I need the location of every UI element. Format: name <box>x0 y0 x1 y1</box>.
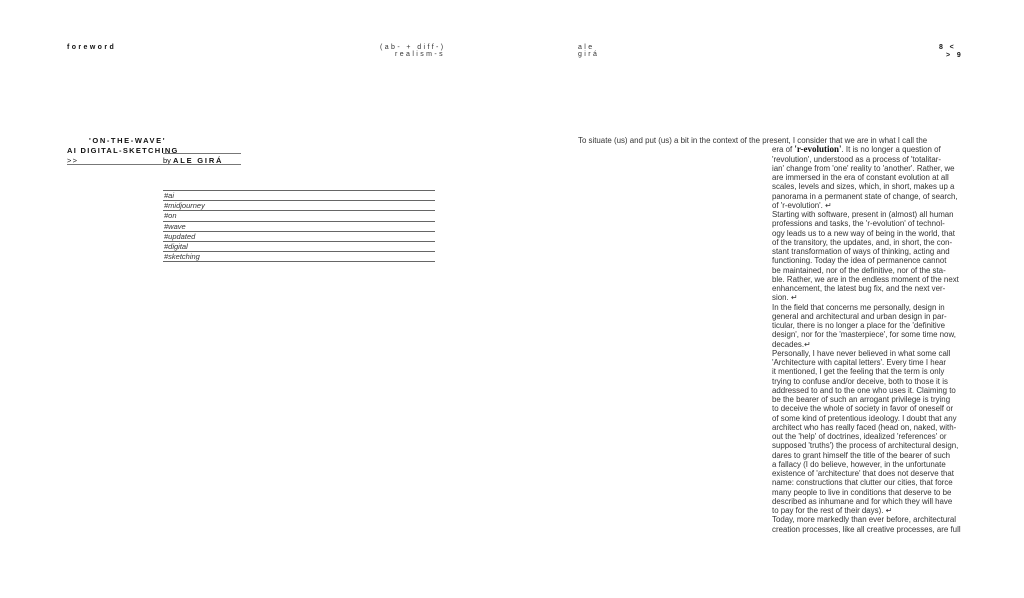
text-line: enhancement, the latest bug fix, and the next ver- <box>772 284 946 293</box>
text-line: be the bearer of such an arrogant privilege is trying <box>772 395 951 404</box>
arrow-marker: >> <box>67 156 79 165</box>
text-line: to deceive the whole of society in favor of oneself or <box>772 404 954 414</box>
byline-author: ALE GIRÁ <box>173 156 224 165</box>
text-line: supposed 'truths') the process of architectural design, <box>772 441 959 451</box>
text-line: described as inhumane and for which they will have <box>772 496 953 506</box>
author-line-1: ale <box>578 44 595 51</box>
text-line: ticular, there is no longer a place for the 'definitive <box>772 321 946 330</box>
article-subtitle: AI DIGITAL-SKETCHING <box>67 146 179 155</box>
text-line: stant transformation of ways of thinking, acting and <box>772 247 950 256</box>
page-number-left: 8 < <box>939 44 957 51</box>
text-line: addressed to and to the one who uses it. Claiming to <box>772 385 956 395</box>
text-line: it mentioned, I get the feeling that the term is only <box>772 367 945 377</box>
page-number-right: > 9 <box>946 52 964 59</box>
text-line: of the transitory, the updates, and, in short, the con- <box>772 237 953 247</box>
hashtag-item: #sketching <box>163 251 435 262</box>
hashtag-item: #wave <box>163 221 435 231</box>
text-line: out the 'help' of doctrines, idealized 'references' or <box>772 432 947 441</box>
text-line: be maintained, nor of the definitive, nor of the sta- <box>772 265 946 275</box>
text-line: are immersed in the era of constant evolution at all <box>772 173 949 182</box>
body-text <box>772 145 961 534</box>
section-title: foreword <box>67 44 117 51</box>
lead-line: To situate (us) and put (us) a bit in the context of the present, I consider that we are in what I call the <box>578 136 928 145</box>
text-line: professions and tasks, the 'r-evolution' of technol- <box>772 219 945 229</box>
text-line: to pay for the rest of their days). ↵ <box>772 506 893 515</box>
hashtag-item: #midjourney <box>163 200 435 210</box>
text-line: of some kind of pretentious ideology. I doubt that any <box>772 413 957 423</box>
text-line: functioning. Today the idea of permanence cannot <box>772 256 947 266</box>
hashtag-item: #on <box>163 210 435 220</box>
text-line: a fallacy (I do believe, however, in the unfortunate <box>772 459 946 469</box>
text-line: creation processes, like all creative processes, are full <box>772 524 961 534</box>
highlighted-term: 'r-evolution' <box>794 144 842 155</box>
text-line: sion. ↵ <box>772 293 798 303</box>
text-line: name: constructions that clutter our cities, that force <box>772 478 953 488</box>
hashtag-item: #digital <box>163 241 435 251</box>
text-line: 'Architecture with capital letters'. Every time I hear <box>772 358 947 367</box>
text-line: existence of 'architecture' that does not deserve that <box>772 469 954 478</box>
text-line-suffix: . It is no longer a question of <box>841 145 941 155</box>
author-line-2: girá <box>578 51 600 58</box>
hashtag-list <box>163 190 435 262</box>
text-line: Personally, I have never believed in what some call <box>772 348 951 358</box>
byline-by: by <box>163 156 171 165</box>
text-line: dares to grant himself the title of the bearer of such <box>772 450 951 460</box>
text-line: 'revolution', understood as a process of 'totalitar- <box>772 154 941 164</box>
hashtag-item: #updated <box>163 231 435 241</box>
subtitle-rule <box>163 153 241 154</box>
text-line: design', nor for the 'masterpiece', for some time now, <box>772 330 956 340</box>
text-line: many people to live in conditions that deserve to be <box>772 487 952 497</box>
text-line: of 'r-evolution'. ↵ <box>772 200 832 210</box>
text-line: scales, levels and sizes, which, in short, makes up a <box>772 182 955 192</box>
text-line: ble. Rather, we are in the endless moment of the next <box>772 274 959 284</box>
text-line: architect who has really faced (head on, naked, with- <box>772 422 957 432</box>
article-title: 'ON-THE-WAVE' <box>89 136 167 145</box>
text-line: ian' change from 'one' reality to 'another'. Rather, we <box>772 163 955 173</box>
text-line: general and architectural and urban design in par- <box>772 311 947 321</box>
byline-rule <box>67 164 241 165</box>
text-line: Starting with software, present in (almost) all human <box>772 210 954 219</box>
text-line <box>772 145 961 154</box>
text-line: panorama in a permanent state of change, of search, <box>772 191 958 201</box>
text-line-prefix: era of <box>772 145 795 155</box>
hashtag-item: #ai <box>163 190 435 200</box>
topic-line-2: realism-s <box>395 51 445 58</box>
text-line: In the field that concerns me personally, design in <box>772 302 945 312</box>
text-line: decades.↵ <box>772 339 811 349</box>
text-line: trying to confuse and/or deceive, both to those it is <box>772 376 948 386</box>
text-line: Today, more markedly than ever before, architectural <box>772 515 957 525</box>
topic-line-1: (ab- + diff-) <box>380 44 446 51</box>
text-line: ogy leads us to a new way of being in the world, that <box>772 228 955 238</box>
